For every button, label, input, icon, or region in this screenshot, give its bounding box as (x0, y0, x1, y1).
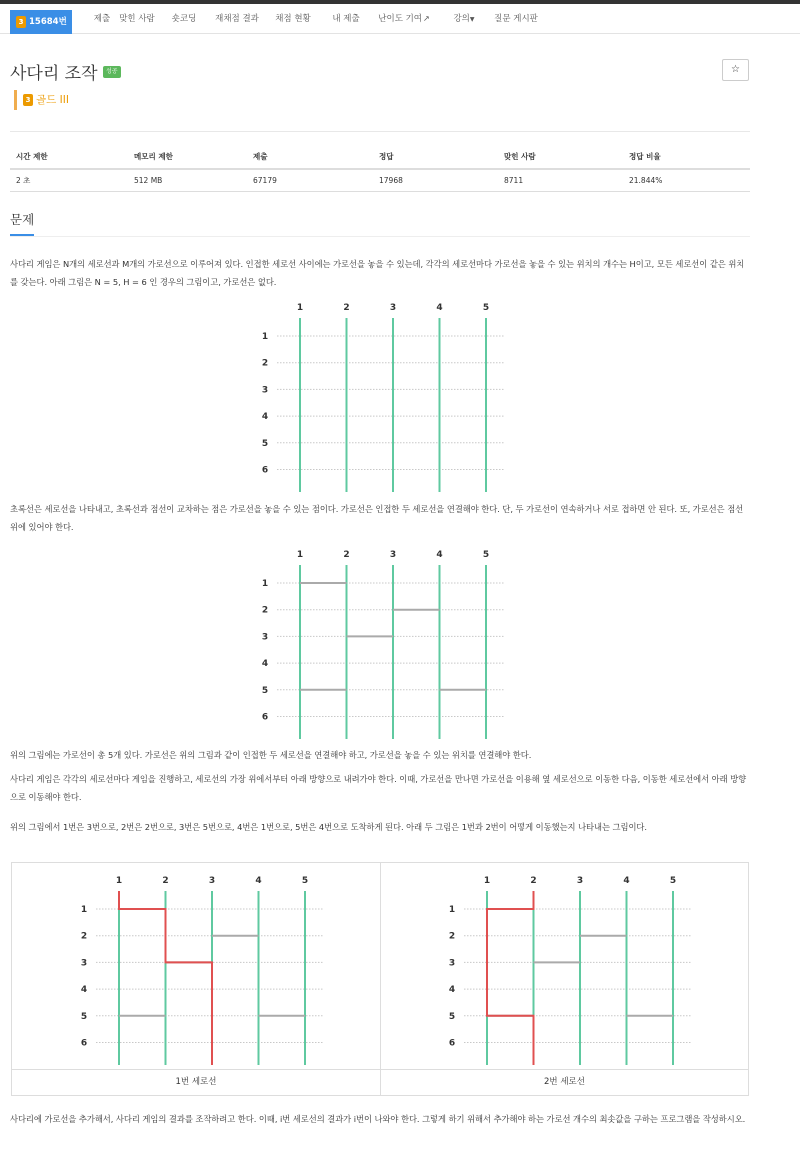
nav-submit[interactable]: 제출 (93, 14, 111, 24)
figure-caption: 2번 세로선 (544, 1077, 585, 1087)
status-badge: 성공 (103, 66, 121, 78)
column-label: 1 (296, 550, 304, 560)
row-label: 6 (261, 712, 269, 723)
nav-problem-number-label: 15684번 (29, 17, 67, 27)
column-label: 2 (343, 550, 350, 560)
row-label: 1 (261, 579, 269, 589)
row-label: 1 (261, 332, 269, 342)
column-label: 4 (255, 876, 262, 886)
tier-text: 골드 III (36, 94, 69, 106)
divider (10, 236, 750, 237)
column-label: 4 (436, 303, 443, 313)
star-icon: ☆ (731, 64, 740, 75)
divider (10, 131, 750, 132)
problem-nav (0, 4, 800, 34)
column-label: 4 (623, 876, 630, 886)
column-label: 2 (530, 876, 537, 886)
row-label: 5 (80, 1011, 88, 1022)
column-label: 3 (208, 876, 216, 886)
row-label: 6 (80, 1038, 88, 1049)
favorite-button[interactable] (722, 59, 749, 81)
nav-solved-users[interactable]: 맞힌 사람 (119, 14, 155, 24)
table-header-row (10, 145, 750, 169)
page-title: 사다리 조작 (10, 64, 98, 84)
table-header: 시간 제한 (10, 145, 128, 169)
table-header: 메모리 제한 (128, 145, 247, 169)
nav-rejudge-result[interactable]: 재채점 결과 (215, 14, 259, 24)
row-label: 3 (261, 385, 269, 396)
column-label: 3 (576, 876, 584, 886)
nav-my-submissions[interactable]: 내 제출 (332, 14, 360, 24)
table-cell: 17968 (373, 169, 498, 191)
tier-icon: 3 (23, 94, 33, 106)
table-header: 제출 (247, 145, 373, 169)
column-label: 4 (436, 550, 443, 560)
table-cell: 8711 (498, 169, 623, 191)
column-label: 1 (483, 876, 491, 886)
row-label: 4 (261, 659, 269, 670)
table-row (10, 169, 750, 191)
row-label: 6 (448, 1038, 456, 1049)
figure-caption: 1번 세로선 (175, 1077, 217, 1087)
column-label: 5 (669, 876, 677, 886)
problem-paragraph: 사다리 게임은 N개의 세로선과 M개의 가로선으로 이루어져 있다. 인접한 세로선 사이에는 가로선을 놓을 수 있는데, 각각의 세로선마다 가로선을 놓을 수 있는 위치의 개수는 H이고, 모든 세로선이 같은 위치를 갖는다. 아래 그림은 N = 5, H = 6 인 경우의 그림이고, 가로선은 없다. (10, 259, 745, 287)
column-label: 3 (389, 550, 397, 560)
row-label: 1 (80, 905, 88, 915)
external-link-icon: ↗ (423, 14, 430, 23)
row-label: 5 (448, 1011, 456, 1022)
table-cell: 21.844% (623, 169, 750, 191)
table-header: 정답 비율 (623, 145, 750, 169)
row-label: 5 (261, 438, 269, 449)
table-header: 정답 (373, 145, 498, 169)
tier-icon: 3 (16, 16, 26, 28)
caret-down-icon: ▼ (469, 16, 475, 23)
nav-question-board[interactable]: 질문 게시판 (494, 14, 538, 24)
nav-difficulty-label: 난이도 기여 (378, 14, 423, 24)
problem-paragraph: 사다리 게임은 각각의 세로선마다 게임을 진행하고, 세로선의 가장 위에서부터 아래 방향으로 내려가야 한다. 이때, 가로선을 만나면 가로선을 이용해 옆 세로선으로 이동한 다음, 이동한 세로선에서 아래 방향으로 이동해야 한다. (10, 774, 747, 802)
column-label: 1 (296, 303, 304, 313)
path-figures-table (11, 862, 749, 1096)
nav-problem-number[interactable] (10, 10, 72, 34)
row-label: 2 (80, 931, 88, 942)
row-label: 5 (261, 685, 269, 696)
row-label: 1 (448, 905, 456, 915)
table-cell: 67179 (247, 169, 373, 191)
row-label: 4 (448, 985, 456, 996)
column-label: 3 (389, 303, 397, 313)
column-label: 2 (162, 876, 169, 886)
column-label: 5 (301, 876, 309, 886)
column-label: 5 (482, 303, 490, 313)
row-label: 4 (80, 985, 88, 996)
column-label: 5 (482, 550, 490, 560)
table-cell: 2 초 (10, 169, 128, 191)
row-label: 2 (261, 605, 269, 616)
row-label: 3 (80, 958, 88, 969)
row-label: 6 (261, 465, 269, 476)
nav-lecture-dropdown[interactable] (446, 4, 482, 34)
nav-difficulty-contribution[interactable] (374, 4, 434, 34)
table-cell: 512 MB (128, 169, 247, 191)
column-label: 2 (343, 303, 350, 313)
nav-judge-status[interactable]: 채점 현황 (275, 14, 311, 24)
divider (380, 863, 381, 1095)
problem-paragraph: 초록선은 세로선을 나타내고, 초록선과 점선이 교차하는 점은 가로선을 놓을 수 있는 점이다. 가로선은 인접한 두 세로선을 연결해야 한다. 단, 두 가로선이 연속하거나 서로 접하면 안 된다. 또, 가로선은 점선 위에 있어야 한다. (10, 504, 744, 532)
ladder-figure-rungs (253, 543, 513, 743)
ladder-figure-path-2 (440, 869, 700, 1069)
section-title: 문제 (10, 210, 34, 236)
path-line (487, 891, 534, 1065)
table-header: 맞힌 사람 (498, 145, 623, 169)
ladder-figure-empty (253, 296, 513, 492)
row-label: 3 (448, 958, 456, 969)
ladder-figure-path-1 (72, 869, 332, 1069)
tier-label[interactable] (14, 90, 69, 110)
problem-paragraph: 위의 그림에서 1번은 3번으로, 2번은 2번으로, 3번은 5번으로, 4번은 1번으로, 5번은 4번으로 도착하게 된다. 아래 두 그림은 1번과 2번이 어떻게 이동했는지 나타내는 그림이다. (10, 822, 647, 832)
problem-info-table (10, 145, 750, 192)
problem-paragraph: 사다리에 가로선을 추가해서, 사다리 게임의 결과를 조작하려고 한다. 이때, i번 세로선의 결과가 i번이 나와야 한다. 그렇게 하기 위해서 추가해야 하는 가로선 개수의 최솟값을 구하는 프로그램을 작성하시오. (10, 1114, 746, 1124)
problem-paragraph: 위의 그림에는 가로선이 총 5개 있다. 가로선은 위의 그림과 같이 인접한 두 세로선을 연결해야 하고, 가로선을 놓을 수 있는 위치를 연결해야 한다. (10, 750, 532, 760)
nav-lecture-label: 강의 (453, 14, 470, 24)
row-label: 3 (261, 632, 269, 643)
row-label: 2 (261, 358, 269, 369)
nav-short-coding[interactable]: 숏코딩 (171, 14, 197, 24)
row-label: 4 (261, 412, 269, 423)
column-label: 1 (115, 876, 123, 886)
row-label: 2 (448, 931, 456, 942)
